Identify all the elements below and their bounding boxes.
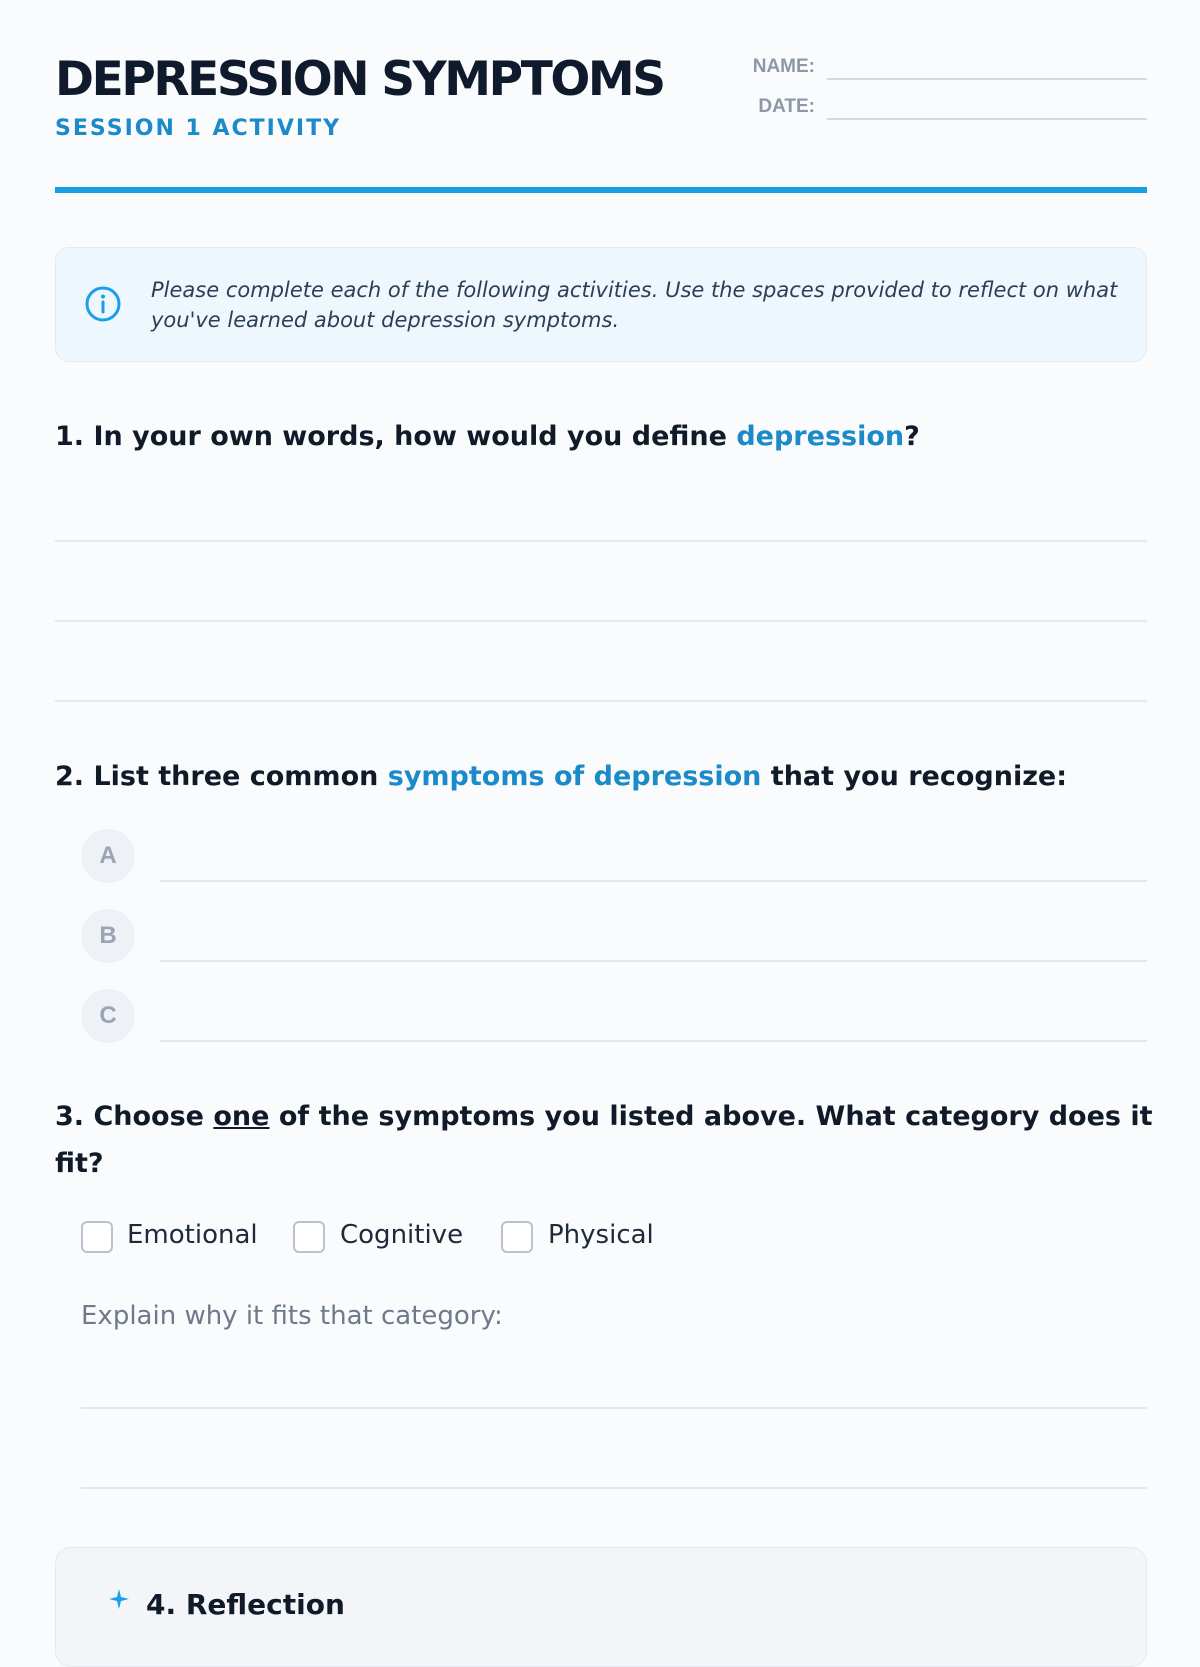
answer-line-1[interactable]	[55, 540, 1147, 542]
question-3-prefix: 3. Choose	[55, 1101, 214, 1132]
checkbox-cognitive[interactable]	[293, 1221, 325, 1253]
sparkle-icon	[106, 1586, 132, 1612]
question-3-suffix: of the symptoms you listed above. What category does it	[269, 1101, 1153, 1132]
date-label: DATE:	[758, 96, 815, 117]
question-1-prefix: 1. In your own words, how would you define	[55, 421, 737, 452]
name-label: NAME:	[752, 56, 815, 77]
instructions-box	[55, 247, 1147, 362]
info-icon	[84, 285, 122, 323]
question-2-keyword: symptoms of depression	[387, 761, 762, 792]
question-3-line-1	[55, 1101, 1153, 1132]
page-subtitle: SESSION 1 ACTIVITY	[55, 116, 342, 141]
instructions-text: Please complete each of the following activities. Use the spaces provided to reflect on what you've learned about depression symptoms.	[151, 278, 1118, 332]
explain-label: Explain why it fits that category:	[81, 1301, 503, 1331]
header-divider	[55, 187, 1147, 193]
question-1-suffix: ?	[904, 421, 920, 452]
checkbox-physical[interactable]	[501, 1221, 533, 1253]
question-4-title: 4. Reflection	[146, 1588, 345, 1621]
item-badge-c: C	[81, 989, 135, 1043]
name-field[interactable]	[827, 78, 1147, 80]
option-cognitive-label: Cognitive	[340, 1220, 464, 1250]
item-badge-b: B	[81, 909, 135, 963]
question-1-keyword: depression	[736, 421, 905, 452]
page-title: DEPRESSION SYMPTOMS	[55, 52, 664, 107]
header	[55, 0, 1147, 195]
answer-line-2[interactable]	[55, 620, 1147, 622]
answer-line-3[interactable]	[55, 700, 1147, 702]
question-2-suffix: that you recognize:	[761, 761, 1068, 792]
question-3-line-2: fit?	[55, 1148, 104, 1179]
question-1	[55, 421, 920, 452]
reflection-box	[55, 1547, 1147, 1667]
explain-line-2[interactable]	[81, 1487, 1147, 1489]
symptom-line-b[interactable]	[160, 960, 1147, 962]
symptom-line-a[interactable]	[160, 880, 1147, 882]
question-3-emphasis: one	[213, 1101, 270, 1132]
option-physical-label: Physical	[548, 1220, 654, 1250]
explain-line-1[interactable]	[81, 1407, 1147, 1409]
question-2	[55, 761, 1067, 792]
option-emotional-label: Emotional	[127, 1220, 258, 1250]
date-field[interactable]	[827, 118, 1147, 120]
symptom-line-c[interactable]	[160, 1040, 1147, 1042]
checkbox-emotional[interactable]	[81, 1221, 113, 1253]
question-2-prefix: 2. List three common	[55, 761, 388, 792]
item-badge-a: A	[81, 829, 135, 883]
